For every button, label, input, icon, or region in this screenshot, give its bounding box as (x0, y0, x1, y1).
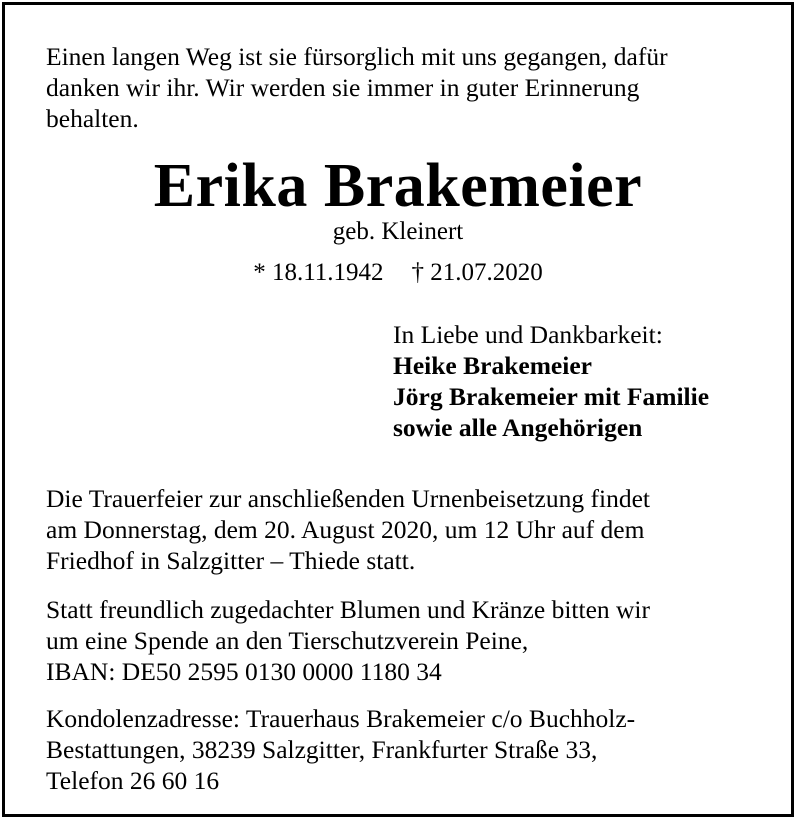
donation-paragraph (46, 594, 771, 687)
funeral-line: Friedhof in Salzgitter – Thiede statt. (46, 546, 416, 575)
life-dates (5, 258, 791, 288)
mourner-name: Heike Brakemeier (393, 351, 592, 380)
condolence-line: Kondolenzadresse: Trauerhaus Brakemeier c/o Buchholz- (46, 704, 636, 733)
iban-line: IBAN: DE50 2595 0130 0000 1180 34 (46, 657, 442, 686)
condolence-line: Bestattungen, 38239 Salzgitter, Frankfurter Straße 33, (46, 735, 598, 764)
funeral-line: Die Trauerfeier zur anschließenden Urnenbeisetzung findet (46, 484, 650, 513)
mourner-name: sowie alle Angehörigen (393, 413, 643, 442)
funeral-paragraph (46, 483, 771, 576)
intro-line: Einen langen Weg ist sie fürsorglich mit uns gegangen, dafür (46, 42, 668, 71)
phone-line: Telefon 26 60 16 (46, 766, 220, 795)
obituary-notice (2, 2, 794, 817)
condolence-paragraph (46, 703, 771, 796)
deceased-name: Erika Brakemeier (153, 152, 643, 220)
donation-line: um eine Spende an den Tierschutzverein Peine, (46, 626, 529, 655)
donation-line: Statt freundlich zugedachter Blumen und Kränze bitten wir (46, 595, 651, 624)
intro-line: behalten. (46, 104, 139, 133)
mourners-block (393, 319, 709, 443)
birth-date: * 18.11.1942 (253, 259, 384, 286)
intro-paragraph (46, 41, 771, 134)
death-date: † 21.07.2020 (411, 259, 543, 286)
funeral-line: am Donnerstag, dem 20. August 2020, um 12 Uhr auf dem (46, 515, 645, 544)
mourners-intro: In Liebe und Dankbarkeit: (393, 320, 663, 349)
mourner-name: Jörg Brakemeier mit Familie (393, 382, 710, 411)
maiden-name: geb. Kleinert (332, 218, 464, 245)
intro-line: danken wir ihr. Wir werden sie immer in guter Erinnerung (46, 73, 640, 102)
